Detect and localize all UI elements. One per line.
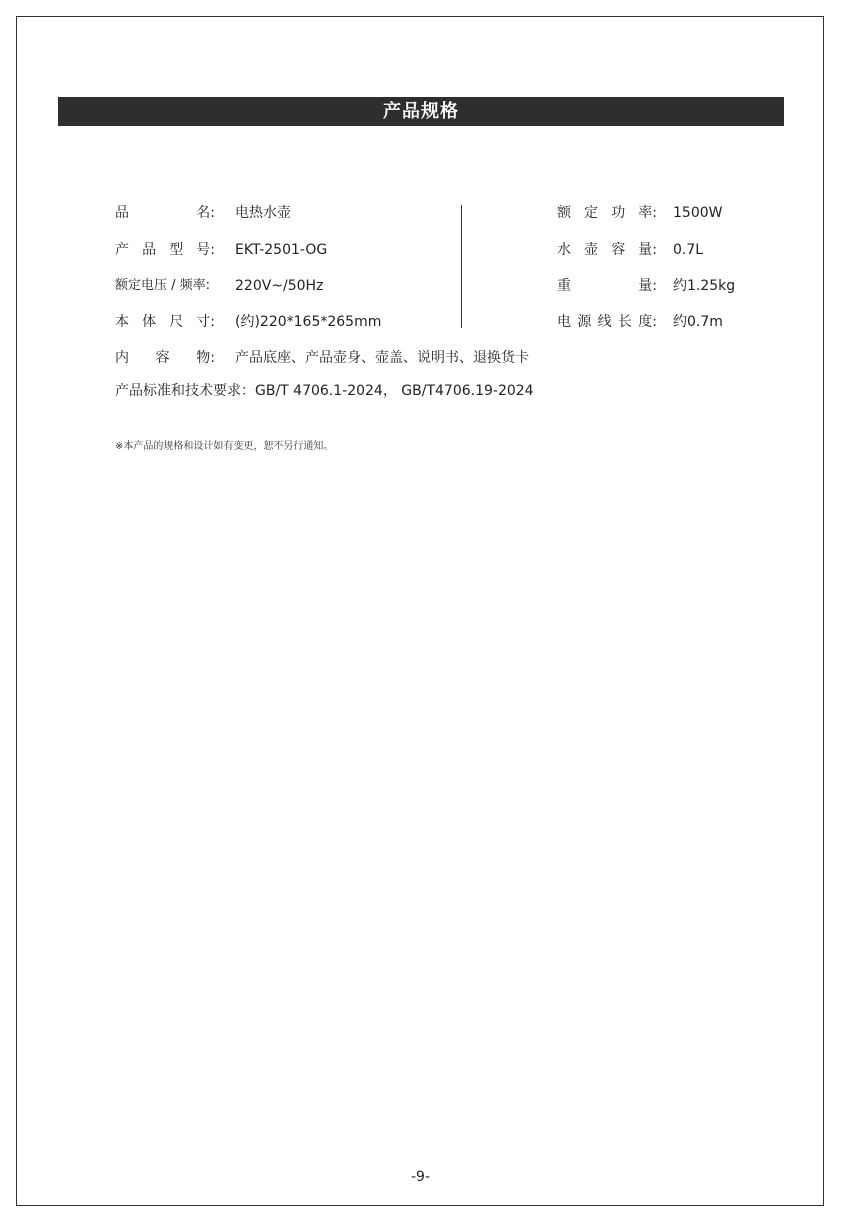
spec-value: 约1.25kg (673, 278, 736, 294)
spec-row-product-name (115, 203, 445, 223)
spec-label: 电 源 线 长 度: (557, 314, 657, 330)
spec-label: 额定电压 / 频率: (115, 278, 211, 293)
spec-row-capacity (557, 240, 787, 260)
spec-value: 电热水壶 (235, 205, 291, 221)
column-divider (461, 205, 462, 328)
spec-value: (约)220*165*265mm (235, 314, 382, 330)
footnote: ※本产品的规格和设计如有变更，恕不另行通知。 (115, 441, 334, 452)
spec-label: 水 壶 容 量: (557, 242, 657, 258)
spec-row-voltage (115, 276, 445, 296)
spec-value: 220V~/50Hz (235, 278, 324, 294)
page-frame (16, 16, 824, 1206)
spec-value: 0.7L (673, 242, 704, 258)
spec-value: 产品底座、产品壶身、壶盖、说明书、退换货卡 (235, 350, 529, 366)
product-standard: 产品标准和技术要求：GB/T 4706.1-2024， GB/T4706.19-2024 (115, 383, 534, 399)
spec-row-dimensions (115, 312, 445, 332)
spec-value: EKT-2501-OG (235, 242, 328, 258)
spec-label: 重 量: (557, 278, 657, 294)
spec-label: 额 定 功 率: (557, 205, 657, 221)
spec-label: 产 品 型 号: (115, 242, 215, 258)
spec-row-contents (115, 348, 755, 368)
spec-label: 内 容 物: (115, 350, 215, 366)
page-number: -9- (410, 1169, 430, 1185)
spec-label: 品 名: (115, 205, 215, 221)
spec-value: 1500W (673, 205, 723, 221)
spec-row-model (115, 240, 445, 260)
spec-row-power (557, 203, 787, 223)
spec-label: 本 体 尺 寸: (115, 314, 215, 330)
spec-row-cord-length (557, 312, 787, 332)
spec-row-weight (557, 276, 787, 296)
section-title: 产品规格 (58, 97, 784, 126)
spec-value: 约0.7m (673, 314, 723, 330)
